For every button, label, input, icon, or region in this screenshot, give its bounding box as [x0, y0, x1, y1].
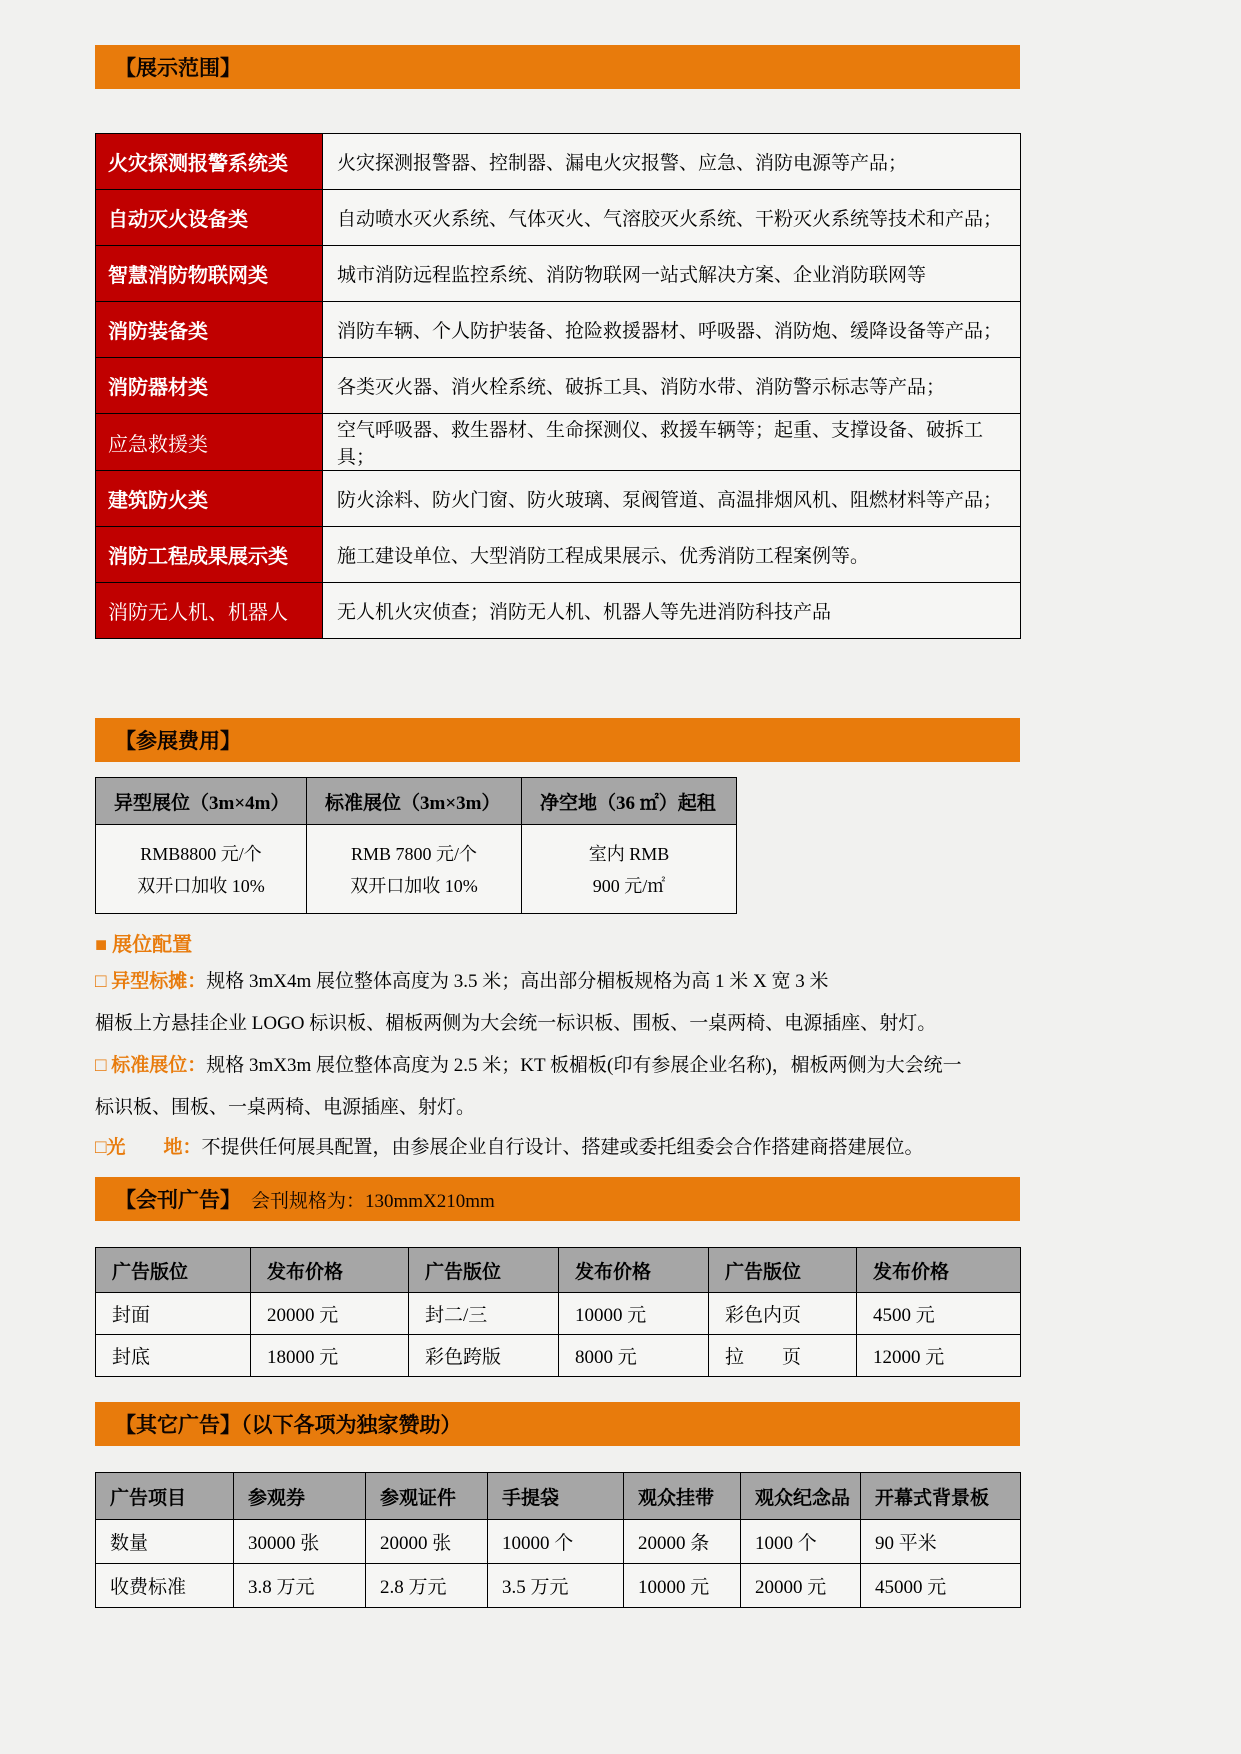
fee-note: 900 元/㎡	[592, 876, 666, 896]
other-cell: 10000 元	[624, 1564, 741, 1608]
booth-type-label: □ 异型标摊：	[95, 971, 207, 992]
journal-cell: 封二/三	[409, 1293, 559, 1335]
table-row	[96, 1564, 1021, 1608]
booth-config-text: 楣板上方悬挂企业 LOGO 标识板、楣板两侧为大会统一标识板、围板、一桌两椅、电源插座、射灯。	[95, 1013, 937, 1034]
scope-category-cell: 消防无人机、机器人	[96, 583, 323, 639]
table-row	[96, 302, 1021, 358]
journal-cell: 封面	[96, 1293, 251, 1335]
fee-value-cell	[522, 825, 737, 914]
other-cell: 90 平米	[861, 1520, 1021, 1564]
other-header-cell: 参观证件	[366, 1473, 488, 1520]
table-row	[96, 190, 1021, 246]
fees-section-banner	[95, 718, 1020, 762]
table-row	[96, 414, 1021, 471]
fee-value-cell	[96, 825, 307, 914]
journal-cell: 12000 元	[857, 1335, 1021, 1377]
scope-items-cell: 自动喷水灭火系统、气体灭火、气溶胶灭火系统、干粉灭火系统等技术和产品；	[323, 190, 1021, 246]
other-cell: 2.8 万元	[366, 1564, 488, 1608]
table-row	[96, 246, 1021, 302]
journal-ads-table	[95, 1247, 1021, 1377]
booth-config-line	[95, 1050, 962, 1077]
other-cell: 20000 张	[366, 1520, 488, 1564]
fee-price: 室内 RMB	[588, 844, 670, 864]
scope-items-cell: 各类灭火器、消火栓系统、破拆工具、消防水带、消防警示标志等产品；	[323, 358, 1021, 414]
journal-cell: 10000 元	[559, 1293, 709, 1335]
scope-items-cell: 无人机火灾侦查；消防无人机、机器人等先进消防科技产品	[323, 583, 1021, 639]
journal-header-cell: 广告版位	[409, 1248, 559, 1293]
fee-price: RMB8800 元/个	[140, 844, 262, 864]
other-cell: 20000 元	[741, 1564, 861, 1608]
booth-config-text: 规格 3mX4m 展位整体高度为 3.5 米；高出部分楣板规格为高 1 米 X 宽 3 米	[206, 971, 829, 992]
scope-items-cell: 火灾探测报警器、控制器、漏电火灾报警、应急、消防电源等产品；	[323, 134, 1021, 190]
booth-type-label: □ 标准展位：	[95, 1055, 207, 1076]
scope-category-cell: 自动灭火设备类	[96, 190, 323, 246]
journal-ads-subtitle: 会刊规格为：130mmX210mm	[251, 1190, 495, 1212]
fee-note: 双开口加收 10%	[137, 876, 265, 896]
scope-category-cell: 消防装备类	[96, 302, 323, 358]
other-cell: 收费标准	[96, 1564, 234, 1608]
table-row	[96, 1335, 1021, 1377]
table-row	[96, 358, 1021, 414]
journal-cell: 18000 元	[251, 1335, 409, 1377]
table-row	[96, 778, 737, 825]
journal-cell: 拉 页	[709, 1335, 857, 1377]
scope-category-cell: 建筑防火类	[96, 471, 323, 527]
fee-value-cell	[307, 825, 522, 914]
fees-section-title: 【参展费用】	[115, 729, 241, 753]
booth-config-text: 标识板、围板、一桌两椅、电源插座、射灯。	[95, 1097, 476, 1118]
scope-category-cell: 火灾探测报警系统类	[96, 134, 323, 190]
other-cell: 3.8 万元	[234, 1564, 366, 1608]
other-cell: 30000 张	[234, 1520, 366, 1564]
other-cell: 1000 个	[741, 1520, 861, 1564]
booth-config-line	[95, 1132, 924, 1159]
journal-header-cell: 广告版位	[709, 1248, 857, 1293]
other-header-cell: 观众纪念品	[741, 1473, 861, 1520]
journal-cell: 封底	[96, 1335, 251, 1377]
booth-config-text: 不提供任何展具配置，由参展企业自行设计、搭建或委托组委会合作搭建商搭建展位。	[201, 1137, 924, 1158]
other-header-cell: 参观券	[234, 1473, 366, 1520]
table-row	[96, 583, 1021, 639]
fee-header-cell: 标准展位（3m×3m）	[307, 778, 522, 825]
fee-header-cell: 净空地（36 ㎡）起租	[522, 778, 737, 825]
scope-category-cell: 智慧消防物联网类	[96, 246, 323, 302]
journal-header-cell: 发布价格	[559, 1248, 709, 1293]
scope-items-cell: 消防车辆、个人防护装备、抢险救援器材、呼吸器、消防炮、缓降设备等产品；	[323, 302, 1021, 358]
other-cell: 45000 元	[861, 1564, 1021, 1608]
fee-table	[95, 777, 737, 914]
table-row	[96, 134, 1021, 190]
journal-cell: 彩色跨版	[409, 1335, 559, 1377]
booth-config-text: 规格 3mX3m 展位整体高度为 2.5 米；KT 板楣板(印有参展企业名称)，楣板两侧为大会统一	[206, 1055, 962, 1076]
journal-ads-section-banner	[95, 1177, 1020, 1221]
journal-header-cell: 发布价格	[857, 1248, 1021, 1293]
journal-cell: 4500 元	[857, 1293, 1021, 1335]
fee-header-cell: 异型展位（3m×4m）	[96, 778, 307, 825]
table-row	[96, 1520, 1021, 1564]
other-cell: 3.5 万元	[488, 1564, 624, 1608]
scope-items-cell: 防火涂料、防火门窗、防火玻璃、泵阀管道、高温排烟风机、阻燃材料等产品；	[323, 471, 1021, 527]
table-row	[96, 527, 1021, 583]
table-row	[96, 1473, 1021, 1520]
other-cell: 10000 个	[488, 1520, 624, 1564]
journal-cell: 彩色内页	[709, 1293, 857, 1335]
booth-type-label: □光 地：	[95, 1137, 202, 1158]
scope-category-cell: 应急救援类	[96, 414, 323, 471]
scope-items-cell: 空气呼吸器、救生器材、生命探测仪、救援车辆等；起重、支撑设备、破拆工具；	[323, 414, 1021, 471]
table-row	[96, 471, 1021, 527]
other-ads-title: 【其它广告】（以下各项为独家赞助）	[115, 1413, 462, 1437]
other-header-cell: 广告项目	[96, 1473, 234, 1520]
other-header-cell: 开幕式背景板	[861, 1473, 1021, 1520]
table-row	[96, 1293, 1021, 1335]
booth-config-heading: ■ 展位配置	[95, 934, 193, 956]
other-header-cell: 手提袋	[488, 1473, 624, 1520]
table-row	[96, 1248, 1021, 1293]
journal-ads-title: 【会刊广告】	[115, 1188, 241, 1212]
journal-cell: 20000 元	[251, 1293, 409, 1335]
booth-config-line	[95, 966, 829, 993]
booth-config-line	[95, 1092, 475, 1119]
table-row	[96, 825, 737, 914]
scope-category-cell: 消防器材类	[96, 358, 323, 414]
fee-note: 双开口加收 10%	[350, 876, 478, 896]
other-cell: 20000 条	[624, 1520, 741, 1564]
other-header-cell: 观众挂带	[624, 1473, 741, 1520]
scope-items-cell: 施工建设单位、大型消防工程成果展示、优秀消防工程案例等。	[323, 527, 1021, 583]
scope-section-title: 【展示范围】	[115, 56, 241, 80]
other-ads-table	[95, 1472, 1021, 1608]
scope-section-banner	[95, 45, 1020, 89]
other-cell: 数量	[96, 1520, 234, 1564]
fee-price: RMB 7800 元/个	[350, 844, 478, 864]
other-ads-section-banner	[95, 1402, 1020, 1446]
scope-table	[95, 133, 1021, 639]
scope-category-cell: 消防工程成果展示类	[96, 527, 323, 583]
journal-header-cell: 广告版位	[96, 1248, 251, 1293]
scope-items-cell: 城市消防远程监控系统、消防物联网一站式解决方案、企业消防联网等	[323, 246, 1021, 302]
booth-config-line	[95, 1008, 936, 1035]
journal-cell: 8000 元	[559, 1335, 709, 1377]
journal-header-cell: 发布价格	[251, 1248, 409, 1293]
